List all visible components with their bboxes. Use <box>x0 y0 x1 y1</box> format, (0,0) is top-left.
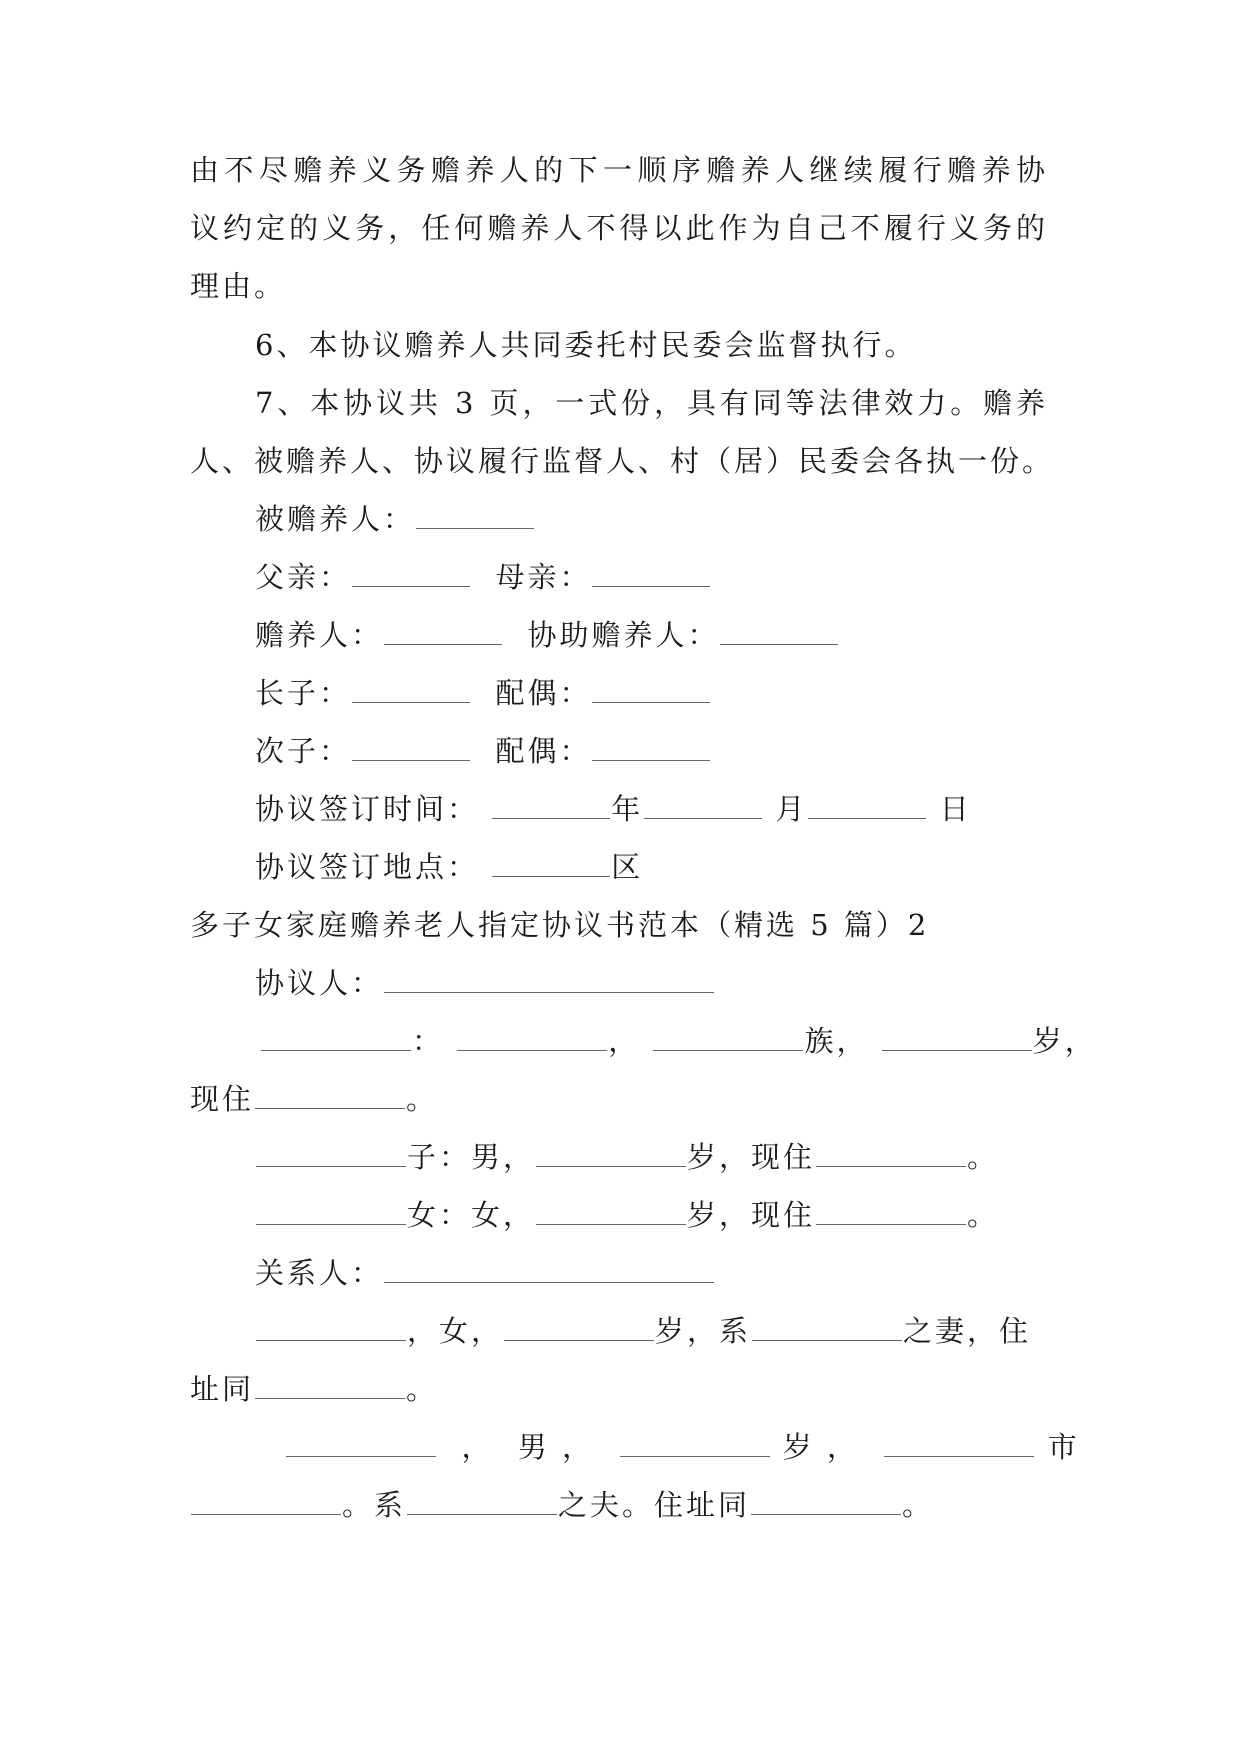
daughter-name-blank <box>256 1224 406 1225</box>
clause-6: 6、本协议赡养人共同委托村民委会监督执行。 <box>255 328 917 362</box>
eldest-son-label: 长子： <box>255 676 352 710</box>
party-detail-line2 <box>190 1079 438 1119</box>
related-party <box>255 1253 715 1293</box>
month-blank <box>644 818 762 819</box>
comma-text: ， <box>562 1430 595 1464</box>
ethnic-text: 族， <box>804 1024 869 1058</box>
day-label: 日 <box>939 792 972 826</box>
beneficiary-blank <box>416 528 534 529</box>
husband-age-text: 岁 <box>782 1430 815 1464</box>
spouse-blank <box>592 702 710 703</box>
son-gender-text: 子：男， <box>407 1140 536 1174</box>
agreement-party <box>255 963 715 1003</box>
month-label: 月 <box>775 792 808 826</box>
son-line <box>255 1137 999 1177</box>
signature-supporters <box>255 615 839 655</box>
paragraph-line: 议约定的义务，任何赡养人不得以此作为自己不履行义务的 <box>190 211 1048 245</box>
daughter-period: 。 <box>967 1198 1000 1232</box>
wife-age-text: 岁，系 <box>655 1314 752 1348</box>
ethnic-blank <box>653 1050 803 1051</box>
year-label: 年 <box>611 792 644 826</box>
second-son-label: 次子： <box>255 734 352 768</box>
assistant-label: 协助赡养人： <box>527 618 720 652</box>
daughter-age-text: 岁，现住 <box>687 1198 816 1232</box>
paragraph-line: 理由。 <box>190 269 287 303</box>
comma-text: ， <box>461 1430 494 1464</box>
signing-time <box>255 789 972 829</box>
party-detail-line1 <box>260 1021 1097 1061</box>
wife-address-blank <box>255 1398 405 1399</box>
husband-name-blank <box>286 1456 436 1457</box>
husband-address-blank <box>751 1514 901 1515</box>
party-blank <box>384 992 714 993</box>
party-label: 协议人： <box>255 966 384 1000</box>
wife-period: 。 <box>406 1372 439 1406</box>
wife-gender-text: ，女， <box>407 1314 504 1348</box>
mother-label: 母亲： <box>495 560 592 594</box>
signature-second-son <box>255 731 711 771</box>
beneficiary-label: 被赡养人： <box>255 502 416 536</box>
comma-text: ， <box>608 1024 641 1058</box>
clause-7-line2: 人、被赡养人、协议履行监督人、村（居）民委会各执一份。 <box>190 444 1055 478</box>
spouse2-label: 配偶： <box>495 734 592 768</box>
age-text: 岁， <box>1032 1024 1097 1058</box>
comma-text: ， <box>827 1430 860 1464</box>
husband-address-text: 之夫。住址同 <box>558 1488 751 1522</box>
reside-blank <box>255 1108 405 1109</box>
wife-relation-text: 之妻，住 <box>903 1314 1032 1348</box>
city-text: 市 <box>1047 1430 1080 1464</box>
daughter-gender-text: 女：女， <box>407 1198 536 1232</box>
colon-text: ： <box>412 1024 445 1058</box>
year-blank <box>492 818 610 819</box>
gender-blank <box>457 1050 607 1051</box>
related-blank <box>384 1282 714 1283</box>
husband-city-blank <box>884 1456 1034 1457</box>
husband-relation-text: 。系 <box>342 1488 407 1522</box>
wife-name-blank <box>256 1340 406 1341</box>
paragraph-line: 由不尽赡养义务赡养人的下一顺序赡养人继续履行赡养协 <box>190 153 1048 187</box>
son-age-blank <box>536 1166 686 1167</box>
supporter-blank <box>384 644 502 645</box>
husband-age-blank <box>620 1456 770 1457</box>
husband-wife-blank <box>407 1514 557 1515</box>
son-address-blank <box>816 1166 966 1167</box>
husband-gender-text: 男 <box>517 1430 550 1464</box>
father-blank <box>352 586 470 587</box>
reside-text: 现住 <box>190 1082 255 1116</box>
son-name-blank <box>256 1166 406 1167</box>
section-title: 多子女家庭赡养老人指定协议书范本（精选 5 篇）2 <box>190 908 930 942</box>
sign-time-label: 协议签订时间： <box>255 792 480 826</box>
wife-husband-blank <box>752 1340 902 1341</box>
second-son-blank <box>352 760 470 761</box>
signature-beneficiary <box>255 499 535 539</box>
son-period: 。 <box>967 1140 1000 1174</box>
son-age-text: 岁，现住 <box>687 1140 816 1174</box>
place-blank <box>492 876 610 877</box>
daughter-address-blank <box>816 1224 966 1225</box>
clause-7-line1: 7、本协议共 3 页，一式份，具有同等法律效力。赡养 <box>255 386 1048 420</box>
eldest-son-blank <box>352 702 470 703</box>
day-blank <box>808 818 926 819</box>
wife-line1 <box>255 1311 1031 1351</box>
wife-line2 <box>190 1369 438 1409</box>
wife-address-text: 址同 <box>190 1372 255 1406</box>
spouse-label: 配偶： <box>495 676 592 710</box>
signing-place <box>255 847 643 887</box>
husband-city-detail-blank <box>191 1514 341 1515</box>
daughter-line <box>255 1195 999 1235</box>
assistant-blank <box>720 644 838 645</box>
district-label: 区 <box>611 850 644 884</box>
supporter-label: 赡养人： <box>255 618 384 652</box>
spouse2-blank <box>592 760 710 761</box>
husband-line2 <box>190 1485 934 1525</box>
sign-place-label: 协议签订地点： <box>255 850 480 884</box>
period-text: 。 <box>406 1082 439 1116</box>
husband-line1 <box>285 1427 1080 1467</box>
father-label: 父亲： <box>255 560 352 594</box>
daughter-age-blank <box>536 1224 686 1225</box>
signature-eldest-son <box>255 673 711 713</box>
mother-blank <box>592 586 710 587</box>
age-blank <box>882 1050 1032 1051</box>
husband-period: 。 <box>902 1488 935 1522</box>
name-blank <box>261 1050 411 1051</box>
wife-age-blank <box>504 1340 654 1341</box>
signature-parents <box>255 557 711 597</box>
related-label: 关系人： <box>255 1256 384 1290</box>
